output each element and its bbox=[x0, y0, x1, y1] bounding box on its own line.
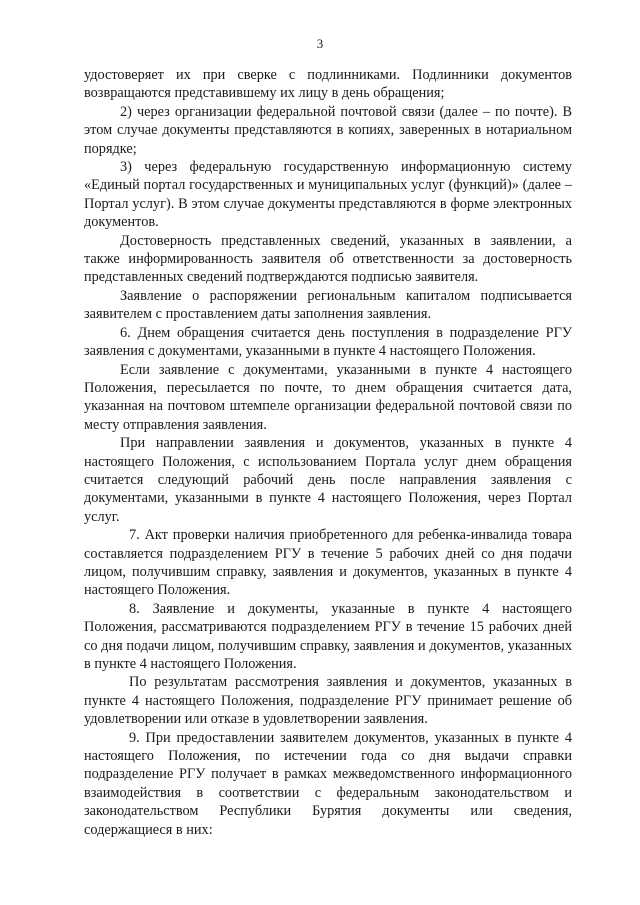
paragraph-reliability: Достоверность представленных сведений, указанных в заявлении, а также информированность заявителя об ответственности за достоверность представленных сведений подтверждаются подписью заявителя. bbox=[84, 232, 572, 286]
document-body bbox=[84, 66, 572, 839]
paragraph-item-2: 2) через организации федеральной почтовой связи (далее – по почте). В этом случае документы представляются в копиях, заверенных в нотариальном порядке; bbox=[84, 103, 572, 157]
paragraph-continuation: удостоверяет их при сверке с подлинниками. Подлинники документов возвращаются представившему их лицу в день обращения; bbox=[84, 67, 572, 102]
paragraph-clause-8: 8. Заявление и документы, указанные в пункте 4 настоящего Положения, рассматриваются подразделением РГУ в течение 15 рабочих дней со дня подачи лицом, получившим справку, заявления и документов, указанных в пункте 4 настоящего Положения. bbox=[84, 600, 572, 672]
paragraph-portal: При направлении заявления и документов, указанных в пункте 4 настоящего Положения, с использованием Портала услуг днем обращения считается следующий рабочий день после направления заявления с документами, указанными в пункте 4 настоящего Положения, через Портал услуг. bbox=[84, 435, 572, 525]
paragraph-signature: Заявление о распоряжении региональным капиталом подписывается заявителем с проставлением даты заполнения заявления. bbox=[84, 287, 572, 323]
paragraph-clause-6: 6. Днем обращения считается день поступления в подразделение РГУ заявления с документами, указанными в пункте 4 настоящего Положения. bbox=[84, 324, 572, 360]
paragraph-by-post: Если заявление с документами, указанными в пункте 4 настоящего Положения, пересылается по почте, то днем обращения считается дата, указанная на почтовом штемпеле организации федеральной почтовой связи по месту отправления заявления. bbox=[84, 361, 572, 433]
paragraph-clause-7: 7. Акт проверки наличия приобретенного для ребенка-инвалида товара составляется подразделением РГУ в течение 5 рабочих дней со дня подачи лицом, получившим справку, заявления и документов, указанных в пункте 4 настоящего Положения. bbox=[84, 527, 572, 599]
paragraph-item-3: 3) через федеральную государственную информационную систему «Единый портал государственных и муниципальных услуг (функций)» (далее – Портал услуг). В этом случае документы представляются в форме электронных документов. bbox=[84, 159, 572, 231]
paragraph-clause-9: 9. При предоставлении заявителем документов, указанных в пункте 4 настоящего Положения, по истечении года со дня выдачи справки подразделение РГУ получает в рамках межведомственного информационного взаимодействия в соответствии с федеральным законодательством и законодательством Республики Бурятия документы или сведения, содержащиеся в них: bbox=[84, 729, 572, 838]
paragraph-decision: По результатам рассмотрения заявления и документов, указанных в пункте 4 настоящего Положения, подразделение РГУ принимает решение об удовлетворении или отказе в удовлетворении заявления. bbox=[84, 674, 572, 728]
page-number: 3 bbox=[316, 36, 324, 51]
